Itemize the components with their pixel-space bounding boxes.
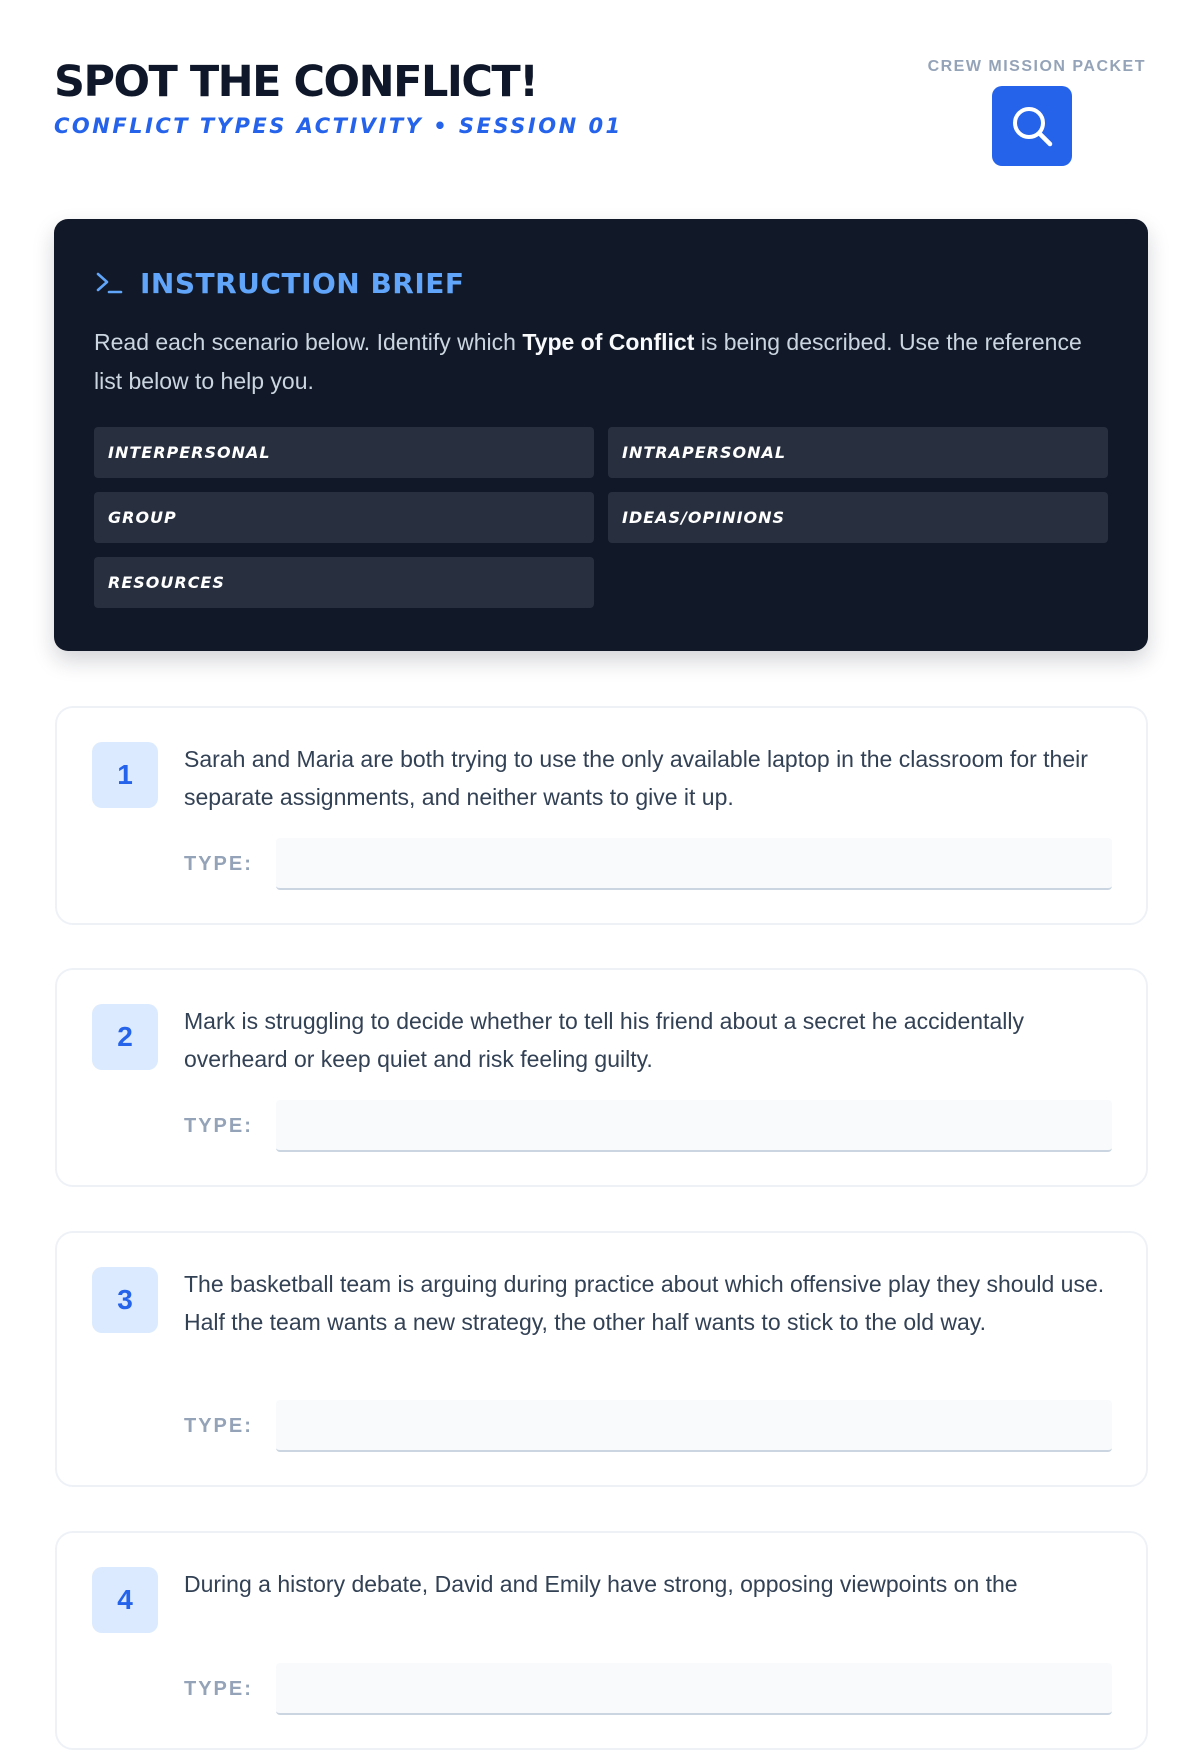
page-subtitle: CONFLICT TYPES ACTIVITY • SESSION 01	[54, 114, 623, 138]
scenario-card	[55, 706, 1148, 925]
type-row	[184, 1100, 1112, 1152]
scenario-text: Sarah and Maria are both trying to use the only available laptop in the classroom for their separate assignments, and neither wants to give it up.	[184, 746, 1088, 810]
terminal-prompt-icon	[94, 269, 124, 297]
brief-text-before: Read each scenario below. Identify which	[94, 329, 523, 355]
type-label: TYPE:	[184, 852, 253, 875]
type-row	[184, 1400, 1112, 1452]
scenario-text: Mark is struggling to decide whether to tell his friend about a secret he accidentally overheard or keep quiet and risk feeling guilty.	[184, 1008, 1024, 1072]
brief-text-after: is being described. Use the reference list below to help you.	[94, 329, 1082, 394]
scenario-card	[55, 1231, 1148, 1487]
conflict-type-chip: RESOURCES	[94, 557, 594, 608]
scenario-number: 2	[92, 1004, 158, 1070]
instruction-brief	[54, 219, 1148, 651]
scenario-text: During a history debate, David and Emily have strong, opposing viewpoints on the	[184, 1571, 1018, 1597]
brief-header	[94, 263, 1108, 303]
type-answer-input[interactable]	[276, 1100, 1112, 1152]
scenario-text: The basketball team is arguing during practice about which offensive play they should use. Half the team wants a new strategy, the other half wants to stick to the old way.	[184, 1271, 1105, 1335]
type-answer-input[interactable]	[276, 1400, 1112, 1452]
conflict-type-chip: GROUP	[94, 492, 594, 543]
scenario-number: 3	[92, 1267, 158, 1333]
conflict-type-list	[94, 427, 1108, 608]
packet-label: CREW MISSION PACKET	[927, 58, 1146, 75]
conflict-type-chip: INTRAPERSONAL	[608, 427, 1108, 478]
type-answer-input[interactable]	[276, 838, 1112, 890]
brief-text	[94, 323, 1094, 401]
type-label: TYPE:	[184, 1677, 253, 1700]
scenario-card	[55, 1531, 1148, 1750]
search-icon	[1009, 103, 1055, 149]
brief-title: INSTRUCTION BRIEF	[140, 266, 465, 300]
scenario-number: 1	[92, 742, 158, 808]
type-row	[184, 838, 1112, 890]
type-label: TYPE:	[184, 1414, 253, 1437]
search-button[interactable]	[992, 86, 1072, 166]
type-answer-input[interactable]	[276, 1663, 1112, 1715]
brief-text-bold: Type of Conflict	[522, 329, 695, 355]
page-title: SPOT THE CONFLICT!	[54, 57, 538, 107]
conflict-type-chip: IDEAS/OPINIONS	[608, 492, 1108, 543]
scenario-number: 4	[92, 1567, 158, 1633]
conflict-type-chip: INTERPERSONAL	[94, 427, 594, 478]
type-label: TYPE:	[184, 1114, 253, 1137]
scenario-card	[55, 968, 1148, 1187]
type-row	[184, 1663, 1112, 1715]
page-header	[54, 56, 1146, 176]
mission-packet	[916, 56, 1146, 76]
